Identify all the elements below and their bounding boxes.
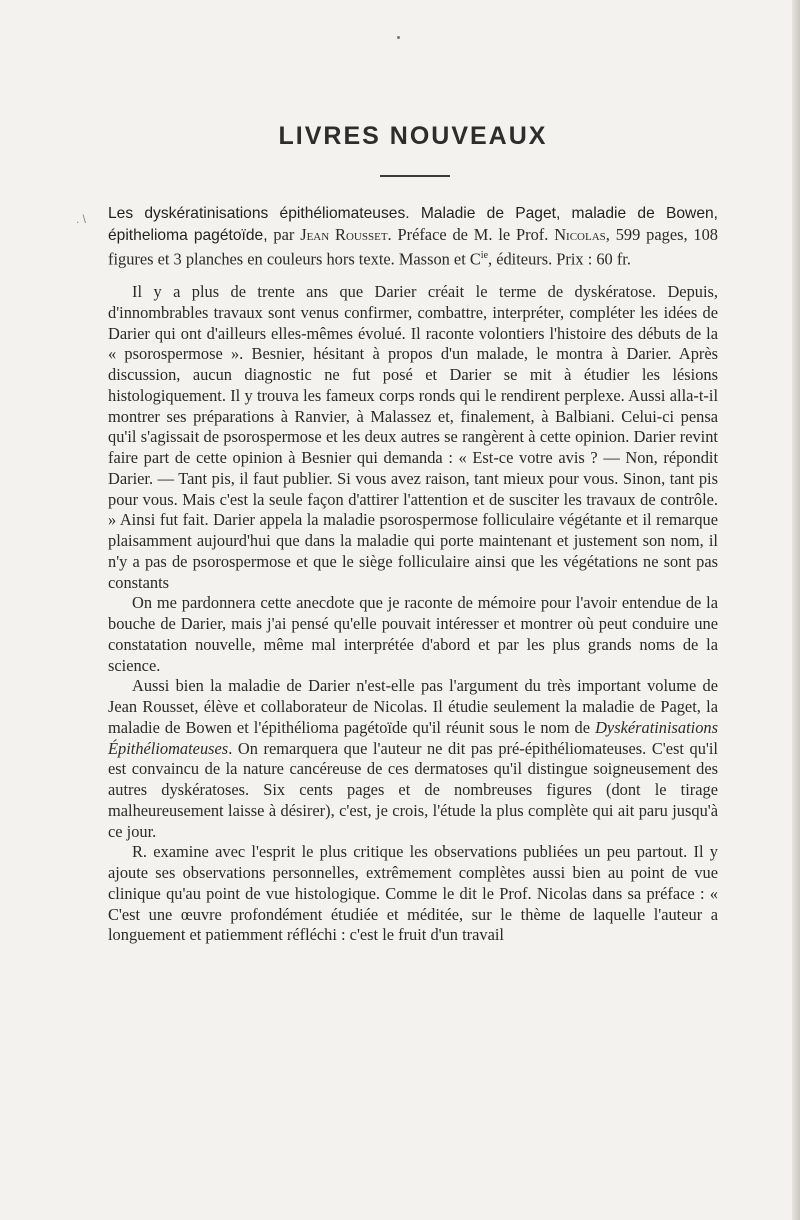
book-by: par [273,224,295,244]
title-rule [380,175,450,177]
paragraph-1: Il y a plus de trente ans que Darier créait le terme de dyskératose. Depuis, d'innombrables travaux sont venus confirmer, combattre, interpréter, compléter les idées de Darier qui ont d'ailleurs elles-mêmes évolué. Il raconte volontiers l'histoire des débuts de la « psorospermose ». Besnier, hésitant à propos d'un malade, le montra à Darier. Après discussion, aucun diagnostic ne fut posé et Darier se mit à étudier les lésions histologiquement. Il y trouva les fameux corps ronds qui le rendirent perplexe. Aussi alla-t-il montrer ses préparations à Ranvier, à Malassez et, finalement, à Balbiani. Celui-ci pensa qu'il s'agissait de psorospermose et les deux autres se rangèrent à cette opinion. Darier revint faire part de cette opinion à Besnier qui demanda : « Est-ce votre avis ? — Non, répondit Darier. — Tant pis, il faut publier. Si vous avez raison, tant mieux pour vous. Sinon, tant pis pour vous. Mais c'est la seule façon d'attirer l'attention et de susciter les travaux de contrôle. » Ainsi fut fait. Darier appela la maladie psorospermose folliculaire végétante et il remarque plaisamment aujourd'hui que dans la maladie qui porte maintenant et justement son nom, il n'y a pas de psorospermose et que le siège folliculaire ainsi que les végétations ne sont pas constants [108,282,718,592]
preface-author: Nicolas [554,224,606,244]
margin-mark: . \ [76,212,87,226]
print-dot [397,36,400,39]
paragraph-3-before: Aussi bien la maladie de Darier n'est-elle pas l'argument du très important volume de Jean Rousset, élève et collaborateur de Nicolas. Il étudie seulement la maladie de Paget, la maladie de Bowen et l'épithélioma pagétoïde qu'il réunit sous le nom de [108,676,718,737]
paragraph-4: R. examine avec l'esprit le plus critique les observations publiées un peu partout. Il y ajoute ses observations personnelles, extrêmement complètes aussi bien au point de vue clinique qu'au point de vue histologique. Comme le dit le Prof. Nicolas dans sa préface : « C'est une œuvre profondément étudiée et méditée, sur le thème de laquelle l'auteur a longuement et patiemment réfléchi : c'est le fruit d'un travail [108,842,718,945]
cie-superscript: ie [480,250,489,261]
publisher-tail: , éditeurs. Prix : 60 fr. [488,249,631,269]
paragraph-3 [108,676,718,842]
review-body [108,282,718,946]
paragraph-3-italic: Dyskératinisations Épithéliomateuses [108,717,718,758]
page-edge-shadow [792,0,800,1220]
paragraph-3-after: . On remarquera que l'auteur ne dit pas pré-épithéliomateuses. C'est qu'il est convaincu de la nature cancéreuse de ces dermatoses qu'il distingue soigneusement des autres dyskératoses. Six cents pages et de nombreuses figures (dont le tirage malheureusement laisse à désirer), c'est, je crois, l'étude la plus complète qui ait paru jusqu'à ce jour. [108,738,718,841]
book-title: Les dyskératinisations épithéliomateuses. Maladie de Paget, maladie de Bowen, épithelioma pagétoïde, [108,205,718,244]
paragraph-2: On me pardonnera cette anecdote que je raconte de mémoire pour l'avoir entendue de la bouche de Darier, mais j'ai pensé qu'elle pouvait intéresser et montrer où peut conduire une constatation nouvelle, même mal interprétée d'abord et par les plus grands noms de la science. [108,593,718,675]
book-details: , 599 pages, 108 figures et 3 planches en couleurs hors texte. Masson et C [108,224,719,269]
book-preface-prefix: . Préface de M. le Prof. [387,224,549,244]
book-reference [108,203,718,270]
section-title: LIVRES NOUVEAUX [278,122,548,150]
book-author: Jean Rousset [300,224,388,244]
